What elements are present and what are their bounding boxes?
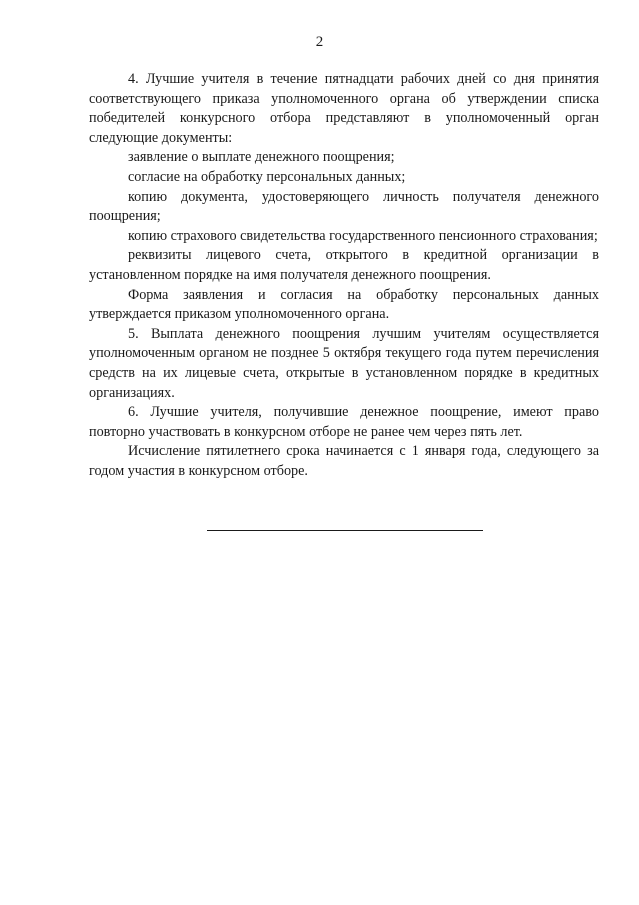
paragraph-6-repeat-participation: 6. Лучшие учителя, получившие денежное поощрение, имеют право повторно участвовать в конкурсном отборе не ранее чем через пять лет. <box>89 404 599 440</box>
paragraph-term-calculation: Исчисление пятилетнего срока начинается с 1 января года, следующего за годом участия в конкурсном отборе. <box>89 443 599 479</box>
list-item-identity-document: копию документа, удостоверяющего личность получателя денежного поощрения; <box>89 188 599 225</box>
end-of-document-rule <box>207 530 483 531</box>
list-item-consent: согласие на обработку персональных данных; <box>128 168 406 185</box>
page-number: 2 <box>315 34 324 50</box>
paragraph-forms-approval: Форма заявления и согласия на обработку персональных данных утверждается приказом уполномоченного органа. <box>89 286 599 323</box>
paragraph-4-intro: 4. Лучшие учителя в течение пятнадцати рабочих дней со дня принятия соответствующего приказа уполномоченного органа об утверждении списка победителей конкурсного отбора представляют в уполномоченный орган следующие документы: <box>89 71 599 146</box>
list-item-insurance-certificate: копию страхового свидетельства государственного пенсионного страхования; <box>128 227 598 244</box>
list-item-account-details: реквизиты лицевого счета, открытого в кредитной организации в установленном порядке на имя получателя денежного поощрения. <box>89 247 599 283</box>
list-item-application: заявление о выплате денежного поощрения; <box>128 149 395 166</box>
paragraph-5-payment: 5. Выплата денежного поощрения лучшим учителям осуществляется уполномоченным органом не позднее 5 октября текущего года путем перечисления средств на их лицевые счета, открытые в установленном порядке в кредитных организациях. <box>89 325 599 401</box>
document-body <box>89 70 599 481</box>
